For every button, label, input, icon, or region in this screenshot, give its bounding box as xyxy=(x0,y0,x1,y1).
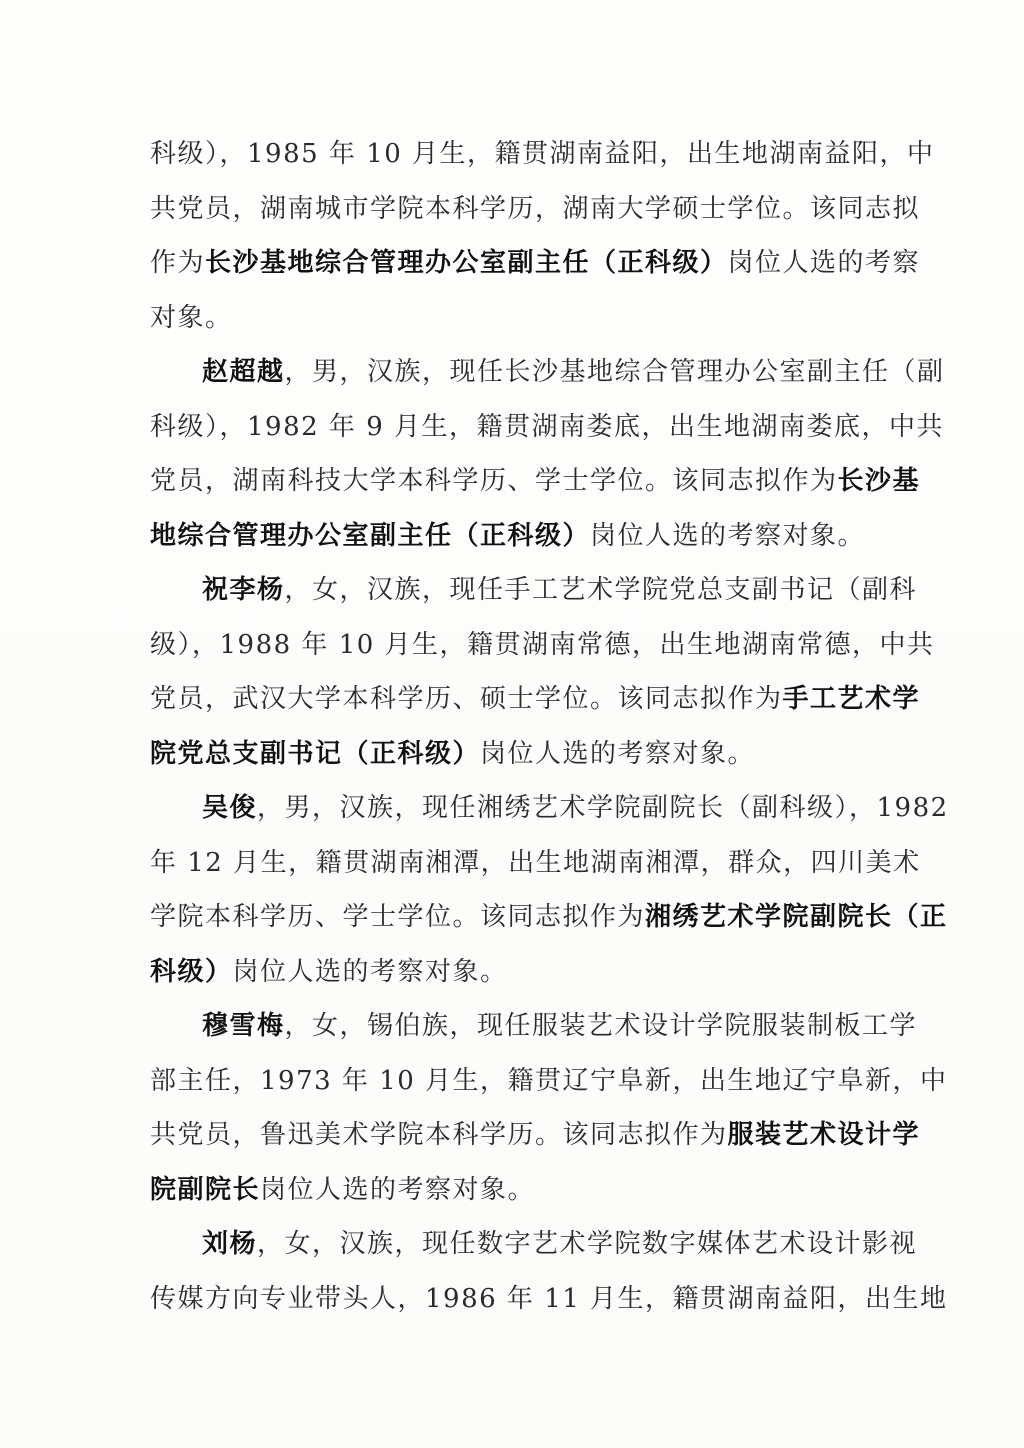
text-run: 科级），1985 年 10 月生，籍贯湖南益阳，出生地湖南益阳，中 xyxy=(150,139,935,169)
text-run: ，男，汉族，现任湘绣艺术学院副院长（副科级），1982 xyxy=(257,793,949,823)
bold-text: 赵超越 xyxy=(202,357,285,387)
text-line xyxy=(150,454,921,509)
text-run: 岗位人选的考察对象。 xyxy=(260,1174,536,1205)
document-body xyxy=(150,127,949,1326)
bold-text: 科级） xyxy=(150,956,233,987)
bold-text: 院副院长 xyxy=(150,1174,261,1205)
text-run: 党员，武汉大学本科学历、硕士学位。该同志拟作为 xyxy=(150,684,783,714)
bold-text: 祝李杨 xyxy=(202,575,285,605)
paragraph xyxy=(150,345,945,563)
text-run: ，女，汉族，现任数字艺术学院数字媒体艺术设计影视 xyxy=(257,1229,918,1259)
text-line xyxy=(150,127,935,182)
text-run: ，女，锡伯族，现任服装艺术设计学院服装制板工学 xyxy=(284,1011,918,1041)
paragraph xyxy=(150,1217,948,1326)
text-line xyxy=(150,509,872,564)
text-line xyxy=(150,618,935,673)
text-line xyxy=(150,563,918,618)
text-run: 岗位人选的考察对象。 xyxy=(232,956,508,987)
text-line xyxy=(150,236,921,291)
text-line xyxy=(150,836,921,891)
bold-text: 服装艺术设计学 xyxy=(727,1120,921,1150)
bold-text: 地综合管理办公室副主任（正科级） xyxy=(150,520,591,551)
text-line xyxy=(150,999,918,1054)
text-run: 学院本科学历、学士学位。该同志拟作为 xyxy=(150,902,646,932)
text-run: 部主任，1973 年 10 月生，籍贯辽宁阜新，出生地辽宁阜新，中 xyxy=(150,1065,948,1096)
text-run: 作为 xyxy=(150,248,206,278)
text-line xyxy=(150,1054,948,1109)
text-line xyxy=(150,182,921,237)
text-line xyxy=(150,291,872,346)
text-run: 传媒方向专业带头人，1986 年 11 月生，籍贯湖南益阳，出生地 xyxy=(150,1283,948,1314)
bold-text: 刘杨 xyxy=(202,1229,258,1259)
text-run: ，男，汉族，现任长沙基地综合管理办公室副主任（副 xyxy=(284,357,945,387)
text-run: 共党员，湖南城市学院本科学历，湖南大学硕士学位。该同志拟 xyxy=(150,193,921,224)
text-run: 对象。 xyxy=(150,302,233,333)
bold-text: 长沙基地综合管理办公室副主任（正科级） xyxy=(205,248,728,278)
text-line xyxy=(150,1163,872,1218)
paragraph xyxy=(150,127,935,345)
paragraph xyxy=(150,999,948,1217)
text-run: ，女，汉族，现任手工艺术学院党总支副书记（副科 xyxy=(284,575,918,605)
text-line xyxy=(150,727,872,782)
text-run: 级），1988 年 10 月生，籍贯湖南常德，出生地湖南常德，中共 xyxy=(150,629,935,660)
bold-text: 长沙基 xyxy=(837,466,921,496)
text-run: 科级），1982 年 9 月生，籍贯湖南娄底，出生地湖南娄底，中共 xyxy=(150,411,945,442)
bold-text: 吴俊 xyxy=(202,793,258,823)
text-line xyxy=(150,1108,921,1163)
text-line xyxy=(150,1217,918,1272)
text-line xyxy=(150,345,945,400)
text-run: 岗位人选的考察对象。 xyxy=(590,520,866,551)
text-run: 年 12 月生，籍贯湖南湘潭，出生地湖南湘潭，群众，四川美术 xyxy=(150,847,921,878)
text-line xyxy=(150,945,872,1000)
text-line xyxy=(150,781,949,836)
bold-text: 院党总支副书记（正科级） xyxy=(150,738,481,769)
text-line xyxy=(150,890,948,945)
paragraph xyxy=(150,781,949,999)
text-run: 党员，湖南科技大学本科学历、学士学位。该同志拟作为 xyxy=(150,466,838,496)
text-line xyxy=(150,1272,948,1327)
paragraph xyxy=(150,563,935,781)
bold-text: 手工艺术学 xyxy=(782,684,921,714)
text-run: 岗位人选的考察对象。 xyxy=(480,738,756,769)
text-line xyxy=(150,400,945,455)
text-line xyxy=(150,672,921,727)
text-run: 共党员，鲁迅美术学院本科学历。该同志拟作为 xyxy=(150,1120,728,1150)
text-run: 岗位人选的考察 xyxy=(727,248,921,278)
bold-text: 湘绣艺术学院副院长（正 xyxy=(645,902,948,932)
bold-text: 穆雪梅 xyxy=(202,1011,285,1041)
